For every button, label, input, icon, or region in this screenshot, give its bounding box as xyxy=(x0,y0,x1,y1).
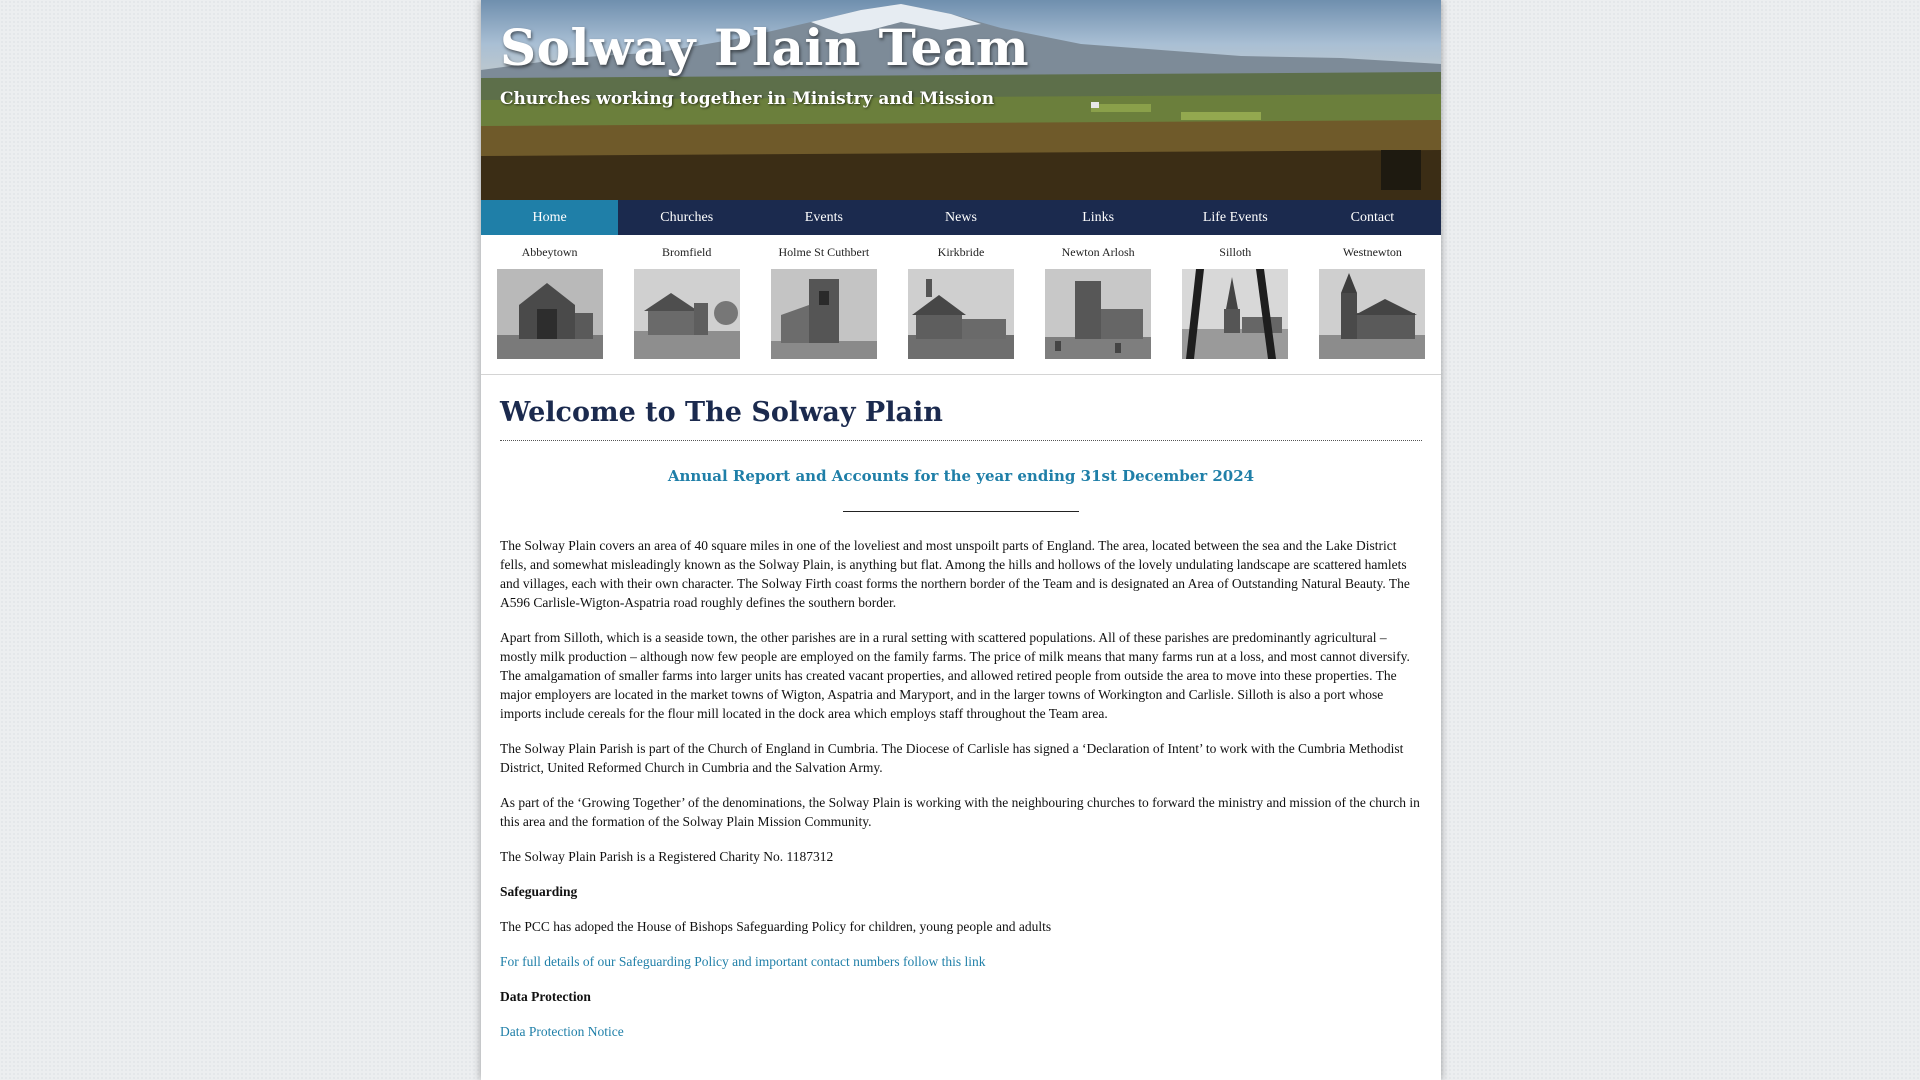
safeguarding-heading: Safeguarding xyxy=(500,884,578,899)
nav-churches[interactable]: Churches xyxy=(660,209,714,225)
church-kirkbride[interactable] xyxy=(892,235,1029,374)
main-content xyxy=(481,397,1441,1041)
church-photo[interactable] xyxy=(1319,269,1425,359)
church-silloth[interactable] xyxy=(1167,235,1304,374)
church-name[interactable]: Abbeytown xyxy=(521,245,578,259)
church-name[interactable]: Newton Arlosh xyxy=(1061,245,1135,259)
site-title[interactable]: Solway Plain Team xyxy=(500,18,1030,77)
church-photo[interactable] xyxy=(634,269,740,359)
church-name[interactable]: Bromfield xyxy=(662,245,712,259)
page xyxy=(481,0,1441,1080)
nav-home[interactable]: Home xyxy=(481,200,618,235)
church-holme-st-cuthbert[interactable] xyxy=(755,235,892,374)
church-name[interactable]: Silloth xyxy=(1219,245,1252,259)
parishes-paragraph: Apart from Silloth, which is a seaside town, the other parishes are in a rural setting with scattered populations. All of these parishes are predominantly agricultural – mostly milk production – although now few people are employed on the family farms. The price of milk means that many farms run at a loss, and most cannot diversify. The amalgamation of smaller farms into larger units has created vacant properties, and allowed retired people from outside the area to move into these properties. The major employers are located in the market towns of Wigton, Aspatria and Maryport, and in the larger towns of Workington and Carlisle. Silloth is also a port whose imports include cereals for the flour mill located in the dock area which employs staff throughout the Team area. xyxy=(500,630,1410,721)
church-photo[interactable] xyxy=(1045,269,1151,359)
charity-paragraph: The Solway Plain Parish is a Registered Charity No. 1187312 xyxy=(500,849,834,864)
nav-life-events[interactable]: Life Events xyxy=(1202,209,1268,225)
divider xyxy=(843,511,1079,512)
nav-links[interactable]: Links xyxy=(1082,209,1115,225)
nav-news[interactable]: News xyxy=(945,209,977,225)
annual-report-link[interactable]: Annual Report and Accounts for the year ending 31st December 2024 xyxy=(667,467,1255,485)
intro-paragraph: The Solway Plain covers an area of 40 square miles in one of the loveliest and most unspoilt parts of England. The area, located between the sea and the Lake District fells, and somewhat misleadingly known as the Solway Plain, is anything but flat. Among the hills and hollows of the lovely undulating landscape are scattered hamlets and villages, each with their own character. The Solway Firth coast forms the northern border of the Team and is designated an Area of Outstanding Natural Beauty. The A596 Carlisle-Wigton-Aspatria road roughly defines the southern border. xyxy=(500,538,1410,610)
safeguarding-text: The PCC has adoped the House of Bishops Safeguarding Policy for children, young people and adults xyxy=(500,919,1052,934)
diocese-paragraph: The Solway Plain Parish is part of the Church of England in Cumbria. The Diocese of Carlisle has signed a ‘Declaration of Intent’ to work with the Cumbria Methodist District, United Reformed Church in Cumbria and the Salvation Army. xyxy=(500,741,1404,775)
church-strip xyxy=(481,235,1441,375)
church-abbeytown[interactable] xyxy=(481,235,618,374)
church-name[interactable]: Kirkbride xyxy=(937,245,985,259)
safeguarding-policy-link[interactable]: For full details of our Safeguarding Policy and important contact numbers follow this link xyxy=(500,954,986,969)
main-nav xyxy=(481,200,1441,235)
page-title: Welcome to The Solway Plain xyxy=(500,397,1422,441)
header-banner xyxy=(481,0,1441,200)
data-protection-link[interactable]: Data Protection Notice xyxy=(500,1024,624,1039)
nav-contact[interactable]: Contact xyxy=(1350,209,1395,225)
growing-together-paragraph: As part of the ‘Growing Together’ of the denominations, the Solway Plain is working with the neighbouring churches to forward the ministry and mission of the church in this area and the formation of the Solway Plain Mission Community. xyxy=(500,795,1420,829)
church-photo[interactable] xyxy=(908,269,1014,359)
church-newton-arlosh[interactable] xyxy=(1030,235,1167,374)
church-photo[interactable] xyxy=(497,269,603,359)
site-tagline: Churches working together in Ministry and Mission xyxy=(500,89,995,109)
data-protection-heading: Data Protection xyxy=(500,989,591,1004)
church-bromfield[interactable] xyxy=(618,235,755,374)
nav-events[interactable]: Events xyxy=(804,209,843,225)
church-westnewton[interactable] xyxy=(1304,235,1441,374)
church-name[interactable]: Holme St Cuthbert xyxy=(778,245,870,259)
church-name[interactable]: Westnewton xyxy=(1342,245,1402,259)
church-photo[interactable] xyxy=(771,269,877,359)
church-photo[interactable] xyxy=(1182,269,1288,359)
